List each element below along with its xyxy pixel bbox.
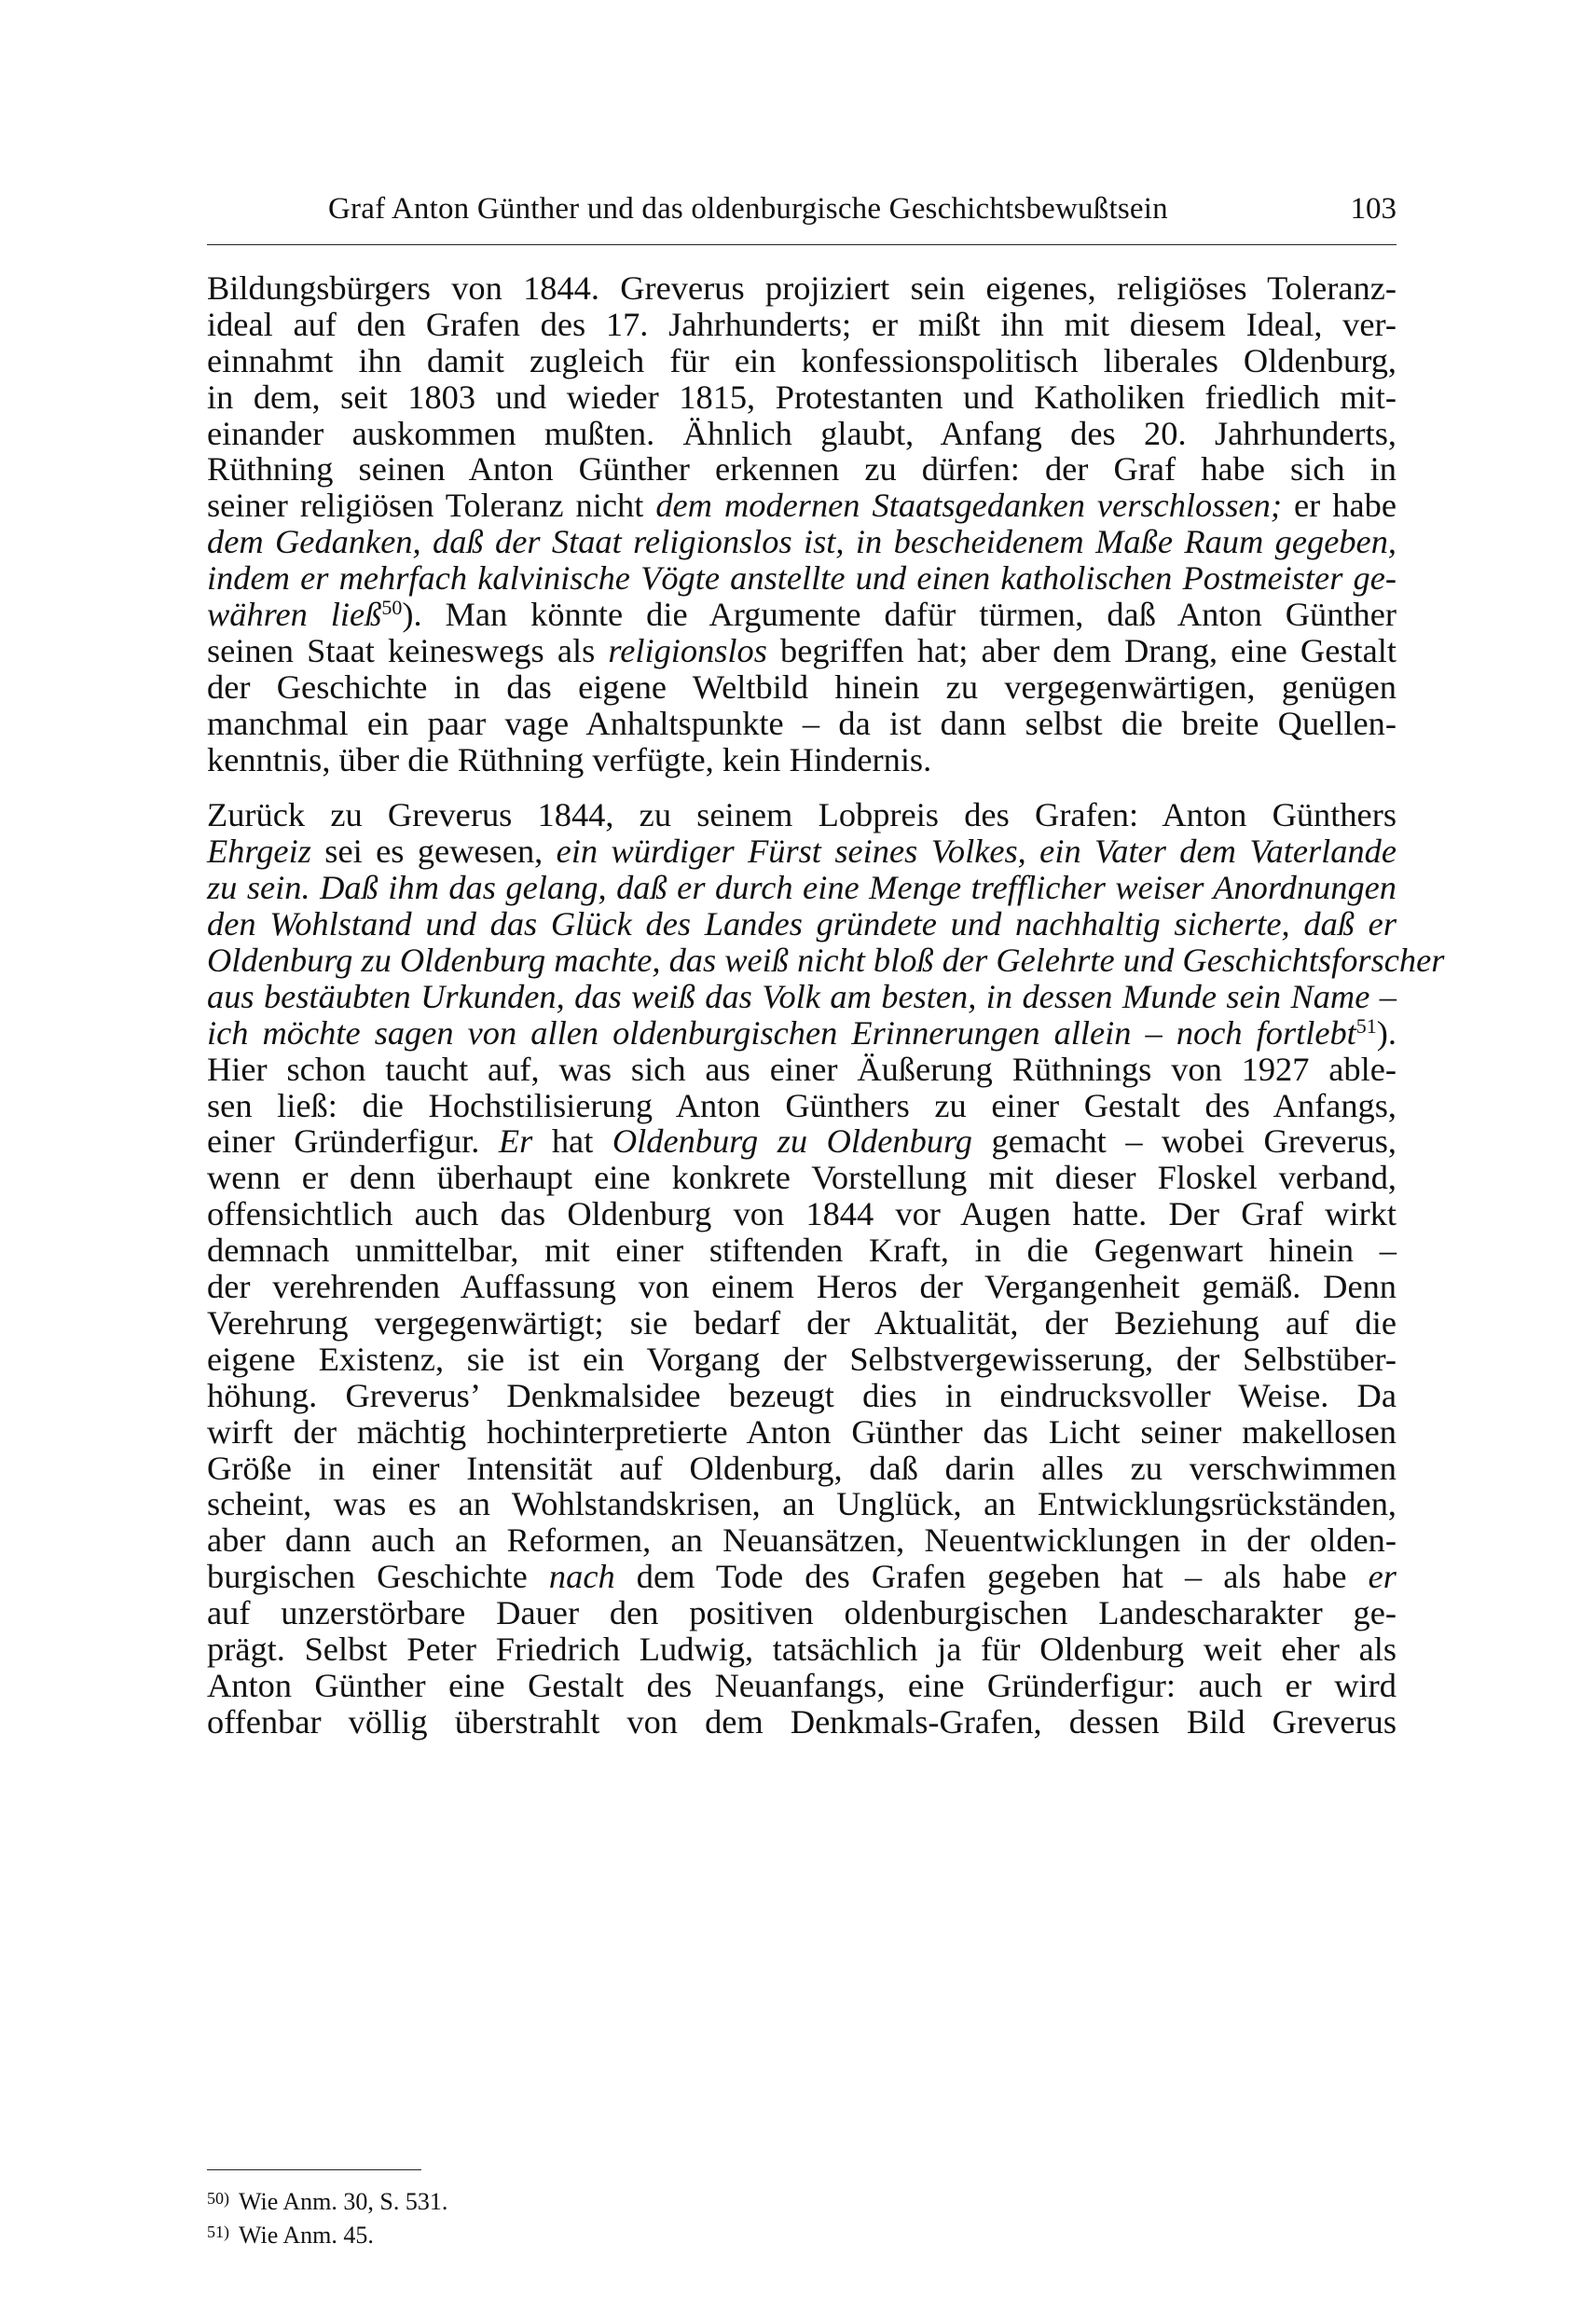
text-run: ).: [1376, 1013, 1396, 1052]
text-line: prägt. Selbst Peter Friedrich Ludwig, tatsächlich ja für Oldenburg weit eher als: [207, 1630, 1396, 1668]
quotation: dem modernen Staatsgedanken verschlossen;: [655, 487, 1282, 525]
footnote-text: Wie Anm. 45.: [239, 2222, 374, 2249]
text-run: gemacht – wobei Greverus,: [971, 1122, 1396, 1161]
text-line: [207, 1559, 1396, 1595]
text-line: Rüthning seinen Anton Günther erkennen zu dürfen: der Graf habe sich in: [207, 450, 1396, 489]
emphasis: Er: [498, 1122, 533, 1161]
footnote-ref-51[interactable]: 51: [1355, 1013, 1377, 1038]
quotation: Oldenburg zu Oldenburg machte, das weiß nicht bloß der Gelehrte und Geschichtsforscher: [207, 942, 1445, 980]
text-line: sen ließ: die Hochstilisierung Anton Günthers zu einer Gestalt des Anfangs,: [207, 1086, 1396, 1124]
footnote-50: [207, 2183, 860, 2217]
text-line: [207, 1015, 1396, 1052]
footnote-51: [207, 2217, 860, 2250]
text-line: [207, 1123, 1396, 1160]
text-line: [207, 942, 1445, 980]
footnotes: [207, 2183, 860, 2250]
text-run: er habe: [1282, 487, 1396, 525]
text-line: [207, 870, 1396, 906]
running-title: Graf Anton Günther und das oldenburgische Geschichtsbewußtsein: [328, 192, 1168, 226]
text-line: aber dann auch an Reformen, an Neuansätzen, Neuentwicklungen in der olden-: [207, 1521, 1396, 1560]
paragraph-2: [207, 796, 1445, 1741]
text-run: begriffen hat; aber dem Drang, eine Gestalt: [766, 631, 1396, 669]
quotation: zu sein. Daß ihm das gelang, daß er durch eine Menge trefflicher weiser Anordnungen: [207, 869, 1396, 907]
text-line: offensichtlich auch das Oldenburg von 1844 vor Augen hatte. Der Graf wirkt: [207, 1195, 1396, 1233]
text-run: sei es gewesen,: [310, 833, 557, 871]
text-line: Bildungsbürgers von 1844. Greverus projiziert sein eigenes, religiöses Toleranz-: [207, 269, 1396, 307]
emphasis: Oldenburg zu Oldenburg: [612, 1122, 972, 1161]
quotation: ich möchte sagen von allen oldenburgischen Erinnerungen allein – noch fortlebt: [207, 1013, 1356, 1052]
text-line: manchmal ein paar vage Anhaltspunkte – da ist dann selbst die breite Quellen-: [207, 704, 1396, 742]
text-run: einer Gründerfigur.: [207, 1122, 499, 1161]
text-line: eigene Existenz, sie ist ein Vorgang der Selbstvergewisserung, der Selbstüber-: [207, 1340, 1396, 1378]
text-line: demnach unmittelbar, mit einer stiftenden Kraft, in die Gegenwart hinein –: [207, 1232, 1396, 1270]
text-line: Anton Günther eine Gestalt des Neuanfangs, eine Gründerfigur: auch er wird: [207, 1666, 1396, 1704]
text-line: [207, 979, 1396, 1015]
footnote-mark: 51): [207, 2223, 229, 2241]
quotation: indem er mehrfach kalvinische Vögte anstellte und einen katholischen Postmeister ge-: [207, 559, 1396, 598]
paragraph-1: [207, 270, 1396, 778]
text-run: dem Tode des Grafen gegeben hat – als habe: [614, 1558, 1369, 1596]
footnote-mark: 50): [207, 2189, 229, 2208]
text-line: wenn er denn überhaupt eine konkrete Vorstellung mit dieser Floskel verband,: [207, 1159, 1396, 1197]
text-run: burgischen Geschichte: [207, 1558, 549, 1596]
body-text: [207, 269, 1445, 1741]
footnote-ref-50[interactable]: 50: [381, 596, 403, 620]
text-line: [207, 488, 1396, 524]
text-line: Hier schon taucht auf, was sich aus einer Äußerung Rüthnings von 1927 able-: [207, 1050, 1396, 1088]
text-line: der Geschichte in das eigene Weltbild hinein zu vergegenwärtigen, genügen: [207, 667, 1396, 706]
quotation: den Wohlstand und das Glück des Landes gründete und nachhaltig sicherte, daß er: [207, 905, 1396, 943]
text-run: hat: [532, 1122, 612, 1161]
text-line: [207, 633, 1396, 669]
text-line: [207, 524, 1396, 560]
quotation: Ehrgeiz: [207, 833, 311, 871]
text-line: Verehrung vergegenwärtigt; sie bedarf der Aktualität, der Beziehung auf die: [207, 1303, 1396, 1342]
text-line: höhung. Greverus’ Denkmalsidee bezeugt dies in eindrucksvoller Weise. Da: [207, 1376, 1396, 1414]
footnote-rule: [207, 2169, 421, 2170]
text-line: [207, 560, 1396, 597]
emphasis: nach: [548, 1558, 615, 1596]
text-line: einnahmt ihn damit zugleich für ein konfessionspolitisch liberales Oldenburg,: [207, 341, 1396, 379]
text-line: auf unzerstörbare Dauer den positiven oldenburgischen Landescharakter ge-: [207, 1594, 1396, 1632]
footnote-text: Wie Anm. 30, S. 531.: [239, 2188, 448, 2215]
quotation: religionslos: [608, 631, 767, 669]
page-number: 103: [1350, 192, 1396, 226]
text-line: einander auskommen mußten. Ähnlich glaubt, Anfang des 20. Jahrhunderts,: [207, 414, 1396, 452]
text-line: [207, 906, 1396, 943]
text-line: ideal auf den Grafen des 17. Jahrhunderts; er mißt ihn mit diesem Ideal, ver-: [207, 305, 1396, 343]
text-line: der verehrenden Auffassung von einem Heros der Vergangenheit gemäß. Denn: [207, 1268, 1396, 1306]
emphasis: er: [1368, 1558, 1396, 1596]
running-header: [328, 192, 1396, 239]
text-line: Größe in einer Intensität auf Oldenburg, daß darin alles zu verschwimmen: [207, 1449, 1396, 1487]
text-line: [207, 833, 1396, 870]
text-line: in dem, seit 1803 und wieder 1815, Protestanten und Katholiken friedlich mit-: [207, 378, 1396, 416]
text-line: scheint, was es an Wohlstandskrisen, an Unglück, an Entwicklungsrückständen,: [207, 1485, 1396, 1523]
text-line: wirft der mächtig hochinterpretierte Anton Günther das Licht seiner makellosen: [207, 1412, 1396, 1451]
text-run: seinen Staat keineswegs als: [207, 631, 609, 669]
text-run: seiner religiösen Toleranz nicht: [207, 487, 656, 525]
quotation: währen ließ: [207, 596, 382, 634]
quotation: dem Gedanken, daß der Staat religionslos ist, in bescheidenem Maße Raum gegeben,: [207, 523, 1396, 561]
header-rule: [207, 244, 1396, 245]
text-line: [207, 597, 1396, 633]
text-line: offenbar völlig überstrahlt von dem Denkmals-Grafen, dessen Bild Greverus: [207, 1702, 1396, 1741]
text-line: Zurück zu Greverus 1844, zu seinem Lobpreis des Grafen: Anton Günthers: [207, 796, 1396, 834]
quotation: ein würdiger Fürst seines Volkes, ein Vater dem Vaterlande: [556, 833, 1397, 871]
quotation: aus bestäubten Urkunden, das weiß das Volk am besten, in dessen Munde sein Name –: [207, 977, 1396, 1015]
text-line: kenntnis, über die Rüthning verfügte, kein Hindernis.: [207, 740, 932, 778]
text-run: ). Man könnte die Argumente dafür türmen, daß Anton Günther: [402, 596, 1396, 634]
